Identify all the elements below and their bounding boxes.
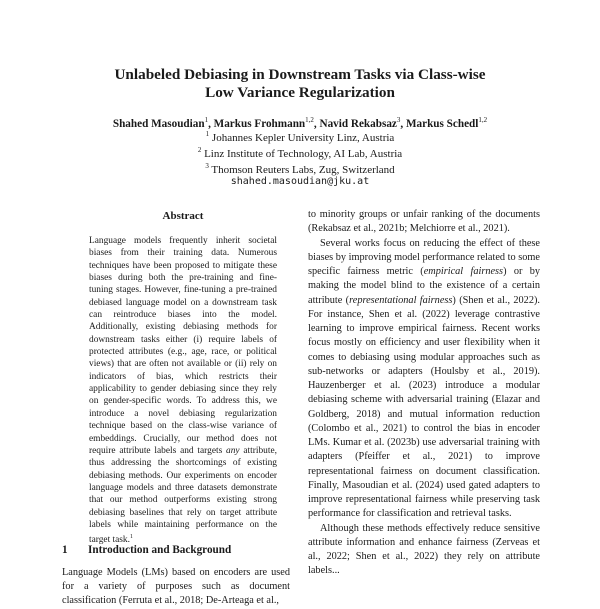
author-affiliation-mark: 1,2 <box>478 116 488 124</box>
abstract-emphasis: any <box>226 445 240 456</box>
affiliation-text: Thomson Reuters Labs, Zug, Switzerland <box>211 164 395 176</box>
author-affiliation-mark: 3 <box>396 116 401 124</box>
abstract-text: Language models frequently inherit societal biases from their training data. Numerous techniques have been proposed to mitigate these biases during both the pre-training and fine-tuning stages. However, fine-tuning a pre-trained debiased language model on a downstream task can reintroduce biases into the model. Additionally, existing debiasing methods for downstream tasks either (i) require labels of protected attributes (e.g., age, race, or political views) that are often not available or (ii) rely on indicators of bias, which restricts their applicability to gender debiasing since they rely on gender-specific words. To address this, we introduce a novel debiasing regularization technique based on the class-wise variance of embeddings. Crucially, our method does not require attribute labels and targets <box>89 236 277 456</box>
paragraph <box>308 237 540 522</box>
paper-title <box>60 66 540 102</box>
paragraph: to minority groups or unfair ranking of the documents (Rekabsaz et al., 2021b; Melchiorre et al., 2021). <box>308 209 540 235</box>
paragraph-text: ) or by making the model blind to the existence of a certain attribute ( <box>308 266 540 306</box>
intro-paragraph: Language Models (LMs) based on encoders are used for a variety of purposes such as document classification (Ferruta et al., 2018; De-Arteaga et al., <box>62 567 290 607</box>
affiliation-text: Linz Institute of Technology, AI Lab, Austria <box>204 148 403 160</box>
emphasis-term: empirical fairness <box>423 266 504 277</box>
author-name: Navid Rekabsaz <box>319 118 397 130</box>
affiliation-mark: 3 <box>205 162 209 170</box>
paragraph: Although these methods effectively reduce sensitive attribute information and enhance fairness (Zerveas et al., 2022; Shen et al., 2022) they rely on attribute labels... <box>308 522 540 577</box>
author-list: Shahed Masoudian$^1$, Markus Frohmann$^{1,2}$, Navid Rekabsaz$^3$, Markus Schedl$^{1,2}$ <box>112 116 488 130</box>
abstract-text: attribute, thus addressing the shortcomings of existing debiasing methods. Our experiments on encoder language models and three datasets demonstrate that our method outperforms existing strong debiasing baselines that rely on target attribute labels while maintaining performance on the target task. <box>89 445 277 546</box>
title-line-2: Low Variance Regularization <box>205 84 395 101</box>
emphasis-term: representational fairness <box>349 294 453 306</box>
section-number: 1 <box>62 544 68 556</box>
abstract-body <box>89 235 277 547</box>
affiliation-text: Johannes Kepler University Linz, Austria <box>211 132 395 144</box>
author-affiliation-mark: 1,2 <box>305 116 314 124</box>
author-name: Shahed Masoudian <box>112 118 205 130</box>
contact-email[interactable]: shahed.masoudian@jku.at <box>230 176 370 187</box>
author-name: Markus Schedl <box>405 118 479 130</box>
right-column <box>308 208 540 579</box>
author-affiliation-mark: 1 <box>204 116 209 124</box>
affiliation-mark: 1 <box>205 130 210 138</box>
author-name: Markus Frohmann <box>213 118 306 130</box>
paragraph-text: ) (Shen et al., 2022). For instance, Shen et al. (2022) leverage contrastive learning to improve empirical fairness. Recent works focus mostly on efficiency and user flexibility when it comes to debiasing using modular approaches such as sub-networks or adapters (Houlsby et al., 2019). Hauzenberger et al. (2023) introduce a modular debiasing scheme with adversarial training (Elazar and Goldberg, 2018) and mutual information reduction (Colombo et al., 2021) to control the bias in encoder LMs. Kumar et al. (2023b) use adversarial training with adapters (Pfeiffer et al., 2021) to improve representational fairness on document classification. Finally, Masoudian et al. (2024) used gated adapters to improve representational fairness while preserving task performance for classification and retrieval tasks. <box>308 294 540 520</box>
abstract-heading: Abstract <box>162 210 204 222</box>
title-line-1: Unlabeled Debiasing in Downstream Tasks via Class-wise <box>114 66 486 83</box>
section-title: Introduction and Background <box>88 544 232 556</box>
section-heading <box>62 544 231 556</box>
affiliation-mark: 2 <box>197 146 202 154</box>
footnote-mark[interactable]: 1 <box>129 534 133 541</box>
paragraph-text: Several works focus on reducing the effect of these biases by improving model performance related to some specific fairness metric ( <box>308 237 540 277</box>
